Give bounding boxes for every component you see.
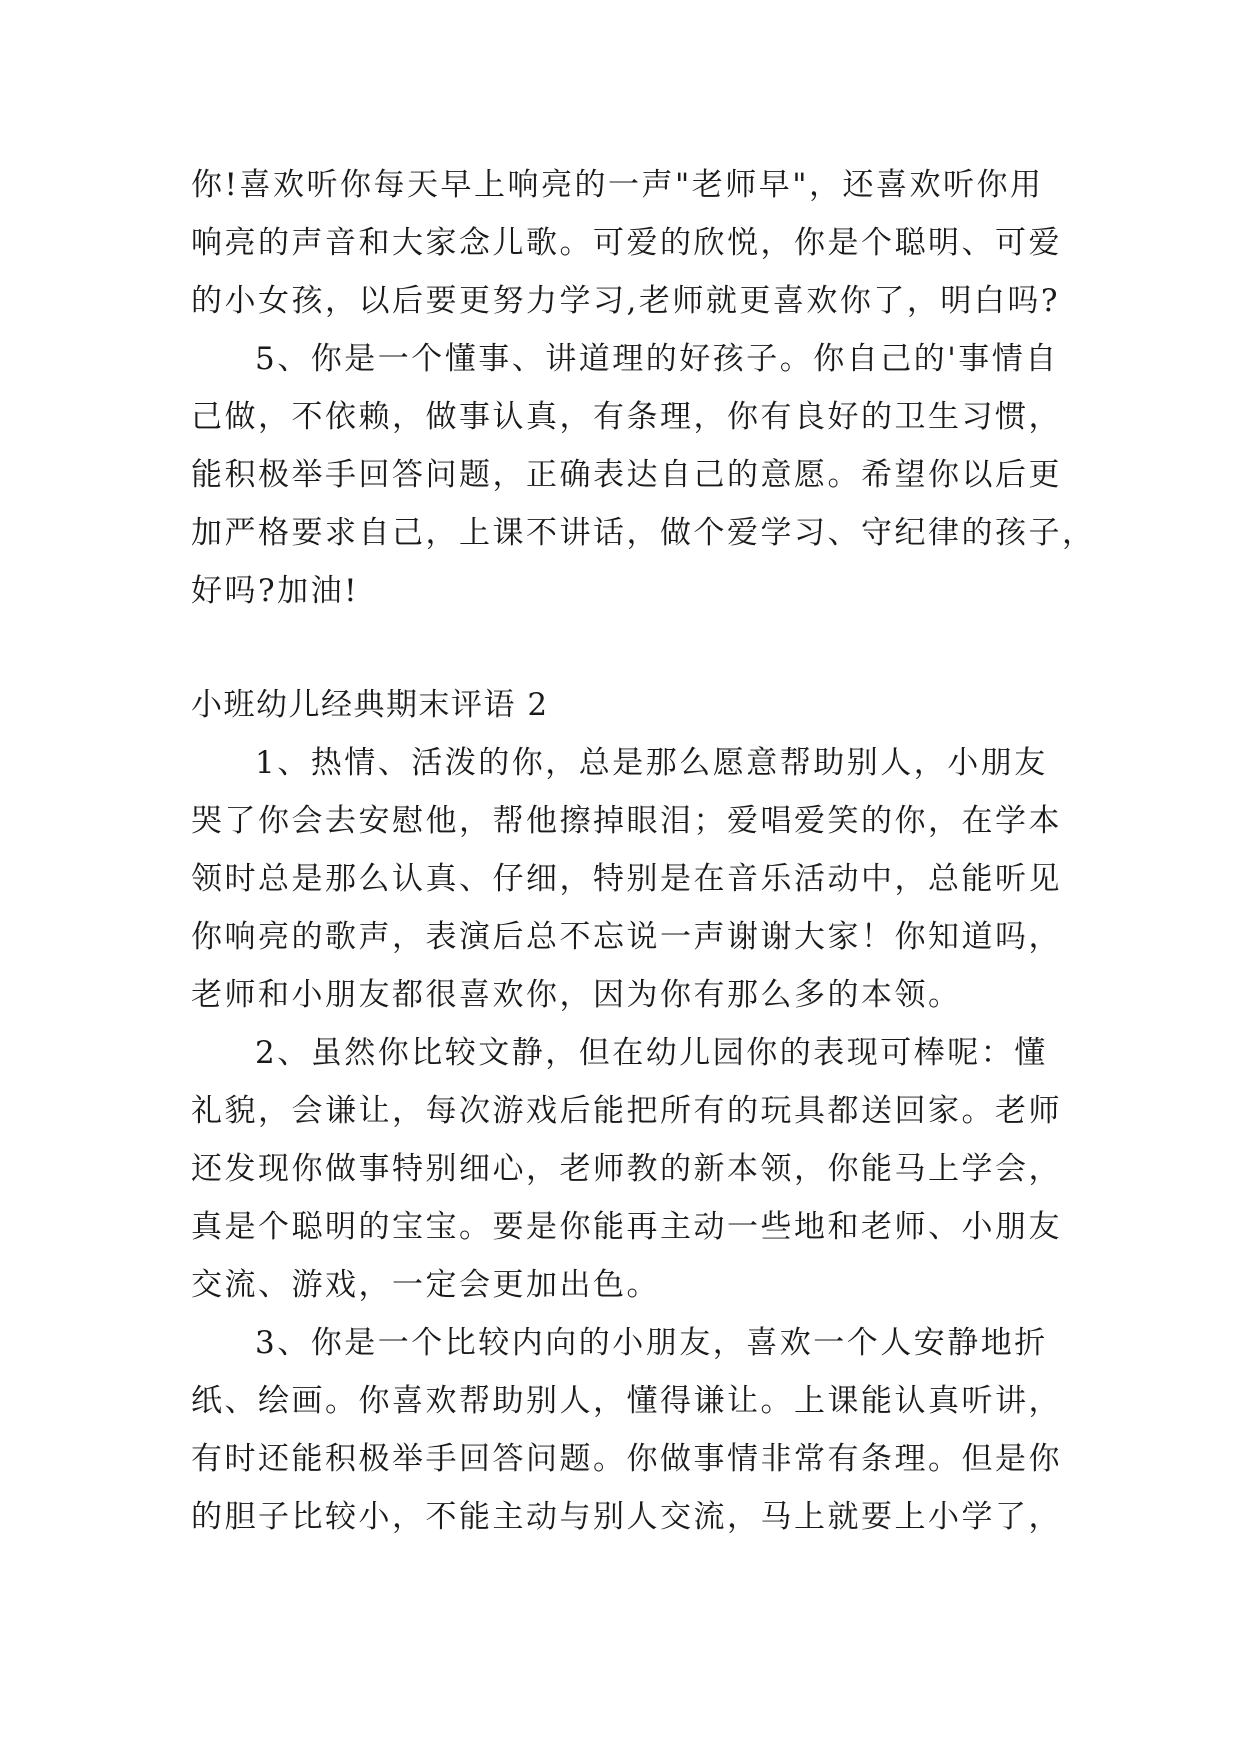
text-line: 老师和小朋友都很喜欢你，因为你有那么多的本领。 (191, 977, 962, 1013)
text-line: 交流、游戏，一定会更加出色。 (191, 1267, 660, 1303)
text-line: 礼貌，会谦让，每次游戏后能把所有的玩具都送回家。老师 (191, 1093, 1062, 1129)
text-line: 真是个聪明的宝宝。要是你能再主动一些地和老师、小朋友 (191, 1209, 1062, 1245)
paragraph-continuation (191, 156, 1061, 330)
section-title: 小班幼儿经典期末评语 2 (191, 687, 549, 723)
text-line: 3、你是一个比较内向的小朋友，喜欢一个人安静地折 (255, 1325, 1048, 1361)
text-line: 能积极举手回答问题，正确表达自己的意愿。希望你以后更 (191, 457, 1062, 493)
text-line: 加严格要求自己，上课不讲话，做个爱学习、守纪律的孩子， (191, 515, 1096, 551)
text-line: 你响亮的歌声，表演后总不忘说一声谢谢大家！你知道吗， (191, 919, 1062, 955)
text-line: 还发现你做事特别细心，老师教的新本领，你能马上学会， (191, 1151, 1062, 1187)
text-line: 领时总是那么认真、仔细，特别是在音乐活动中，总能听见 (191, 861, 1062, 897)
text-line: 己做，不依赖，做事认真，有条理，你有良好的卫生习惯， (191, 399, 1062, 435)
text-line: 好吗?加油! (191, 573, 360, 609)
text-line: 的小女孩，以后要更努力学习,老师就更喜欢你了，明白吗? (191, 283, 1060, 319)
section-spacer (191, 620, 1061, 676)
text-line: 纸、绘画。你喜欢帮助别人，懂得谦让。上课能认真听讲， (191, 1383, 1062, 1419)
text-line: 5、你是一个懂事、讲道理的好孩子。你自己的'事情自 (255, 341, 1059, 377)
text-line: 你!喜欢听你每天早上响亮的一声"老师早"，还喜欢听你用 (191, 167, 1044, 203)
paragraph-item-5 (191, 330, 1096, 620)
paragraph-item-1 (191, 734, 1061, 1024)
text-line: 有时还能积极举手回答问题。你做事情非常有条理。但是你 (191, 1441, 1062, 1477)
text-line: 1、热情、活泼的你，总是那么愿意帮助别人，小朋友 (255, 745, 1048, 781)
paragraph-item-2 (191, 1024, 1061, 1314)
text-line: 响亮的声音和大家念儿歌。可爱的欣悦，你是个聪明、可爱 (191, 225, 1062, 261)
text-line: 哭了你会去安慰他，帮他擦掉眼泪；爱唱爱笑的你，在学本 (191, 803, 1062, 839)
document-body (191, 156, 1096, 1546)
paragraph-item-3 (191, 1314, 1061, 1546)
text-line: 的胆子比较小，不能主动与别人交流，马上就要上小学了， (191, 1499, 1062, 1535)
text-line: 2、虽然你比较文静，但在幼儿园你的表现可棒呢：懂 (255, 1035, 1048, 1071)
